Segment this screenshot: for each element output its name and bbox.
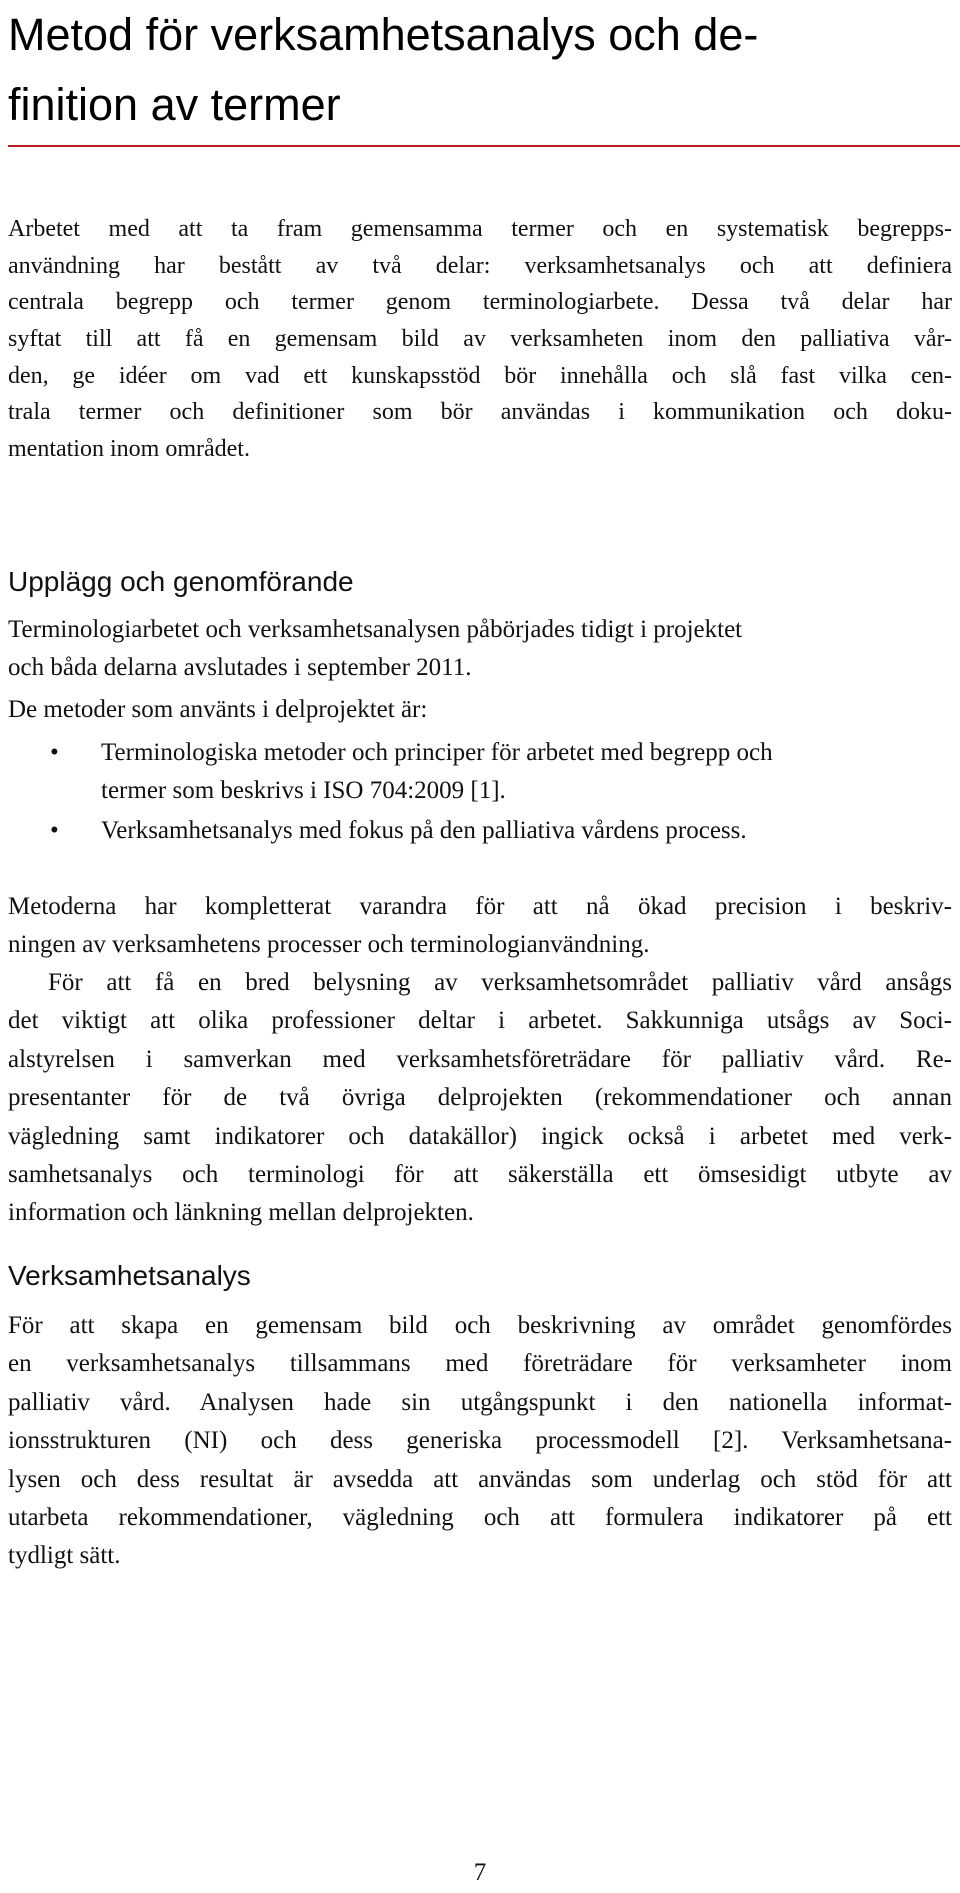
text-line: syftat till att få en gemensam bild av verksamheten inom den palliativa vår- (8, 326, 952, 353)
title-line: Metod för verksamhetsanalys och de- (8, 9, 759, 60)
text-line: det viktigt att olika professioner deltar i arbetet. Sakkunniga utsågs av Soci- (8, 1007, 952, 1035)
text-line: alstyrelsen i samverkan med verksamhetsföreträdare för palliativ vård. Re- (8, 1045, 952, 1073)
text-line: Verksamhetsanalys med fokus på den palliativa vårdens process. (101, 817, 747, 844)
text-line: Metoderna har kompletterat varandra för att nå ökad precision i beskriv- (8, 893, 952, 920)
intro-paragraph (8, 211, 952, 468)
text-line: den, ge idéer om vad ett kunskapsstöd bör innehålla och slå fast vilka cen- (8, 362, 952, 389)
section2-paragraph-1 (8, 1307, 952, 1576)
text-line: termer som beskrivs i ISO 704:2009 [1]. (101, 777, 506, 805)
text-line: trala termer och definitioner som bör användas i kommunikation och doku- (8, 399, 952, 426)
text-line: mentation inom området. (8, 436, 250, 463)
text-line: användning har bestått av två delar: verksamhetsanalys och att definiera (8, 252, 952, 279)
section1-paragraph-4 (8, 964, 952, 1233)
section-heading-verksamhetsanalys: Verksamhetsanalys (8, 1260, 251, 1291)
text-line: vägledning samt indikatorer och datakällor) ingick också i arbetet med verk- (8, 1122, 952, 1150)
text-line: Terminologiarbetet och verksamhetsanalysen påbörjades tidigt i projektet (8, 616, 743, 643)
title-line: finition av termer (8, 79, 341, 130)
text-line: samhetsanalys och terminologi för att säkerställa ett ömsesidigt utbyte av (8, 1160, 952, 1188)
title-divider (8, 145, 960, 147)
text-line: och båda delarna avslutades i september 2011. (8, 654, 472, 682)
text-line: Terminologiska metoder och principer för arbetet med begrepp och (101, 739, 773, 766)
text-line: centrala begrepp och termer genom terminologiarbete. Dessa två delar har (8, 289, 952, 316)
text-line: en verksamhetsanalys tillsammans med företrädare för verksamheter inom (8, 1350, 952, 1378)
section1-paragraph-1 (8, 611, 952, 688)
page-number: 7 (473, 1859, 487, 1886)
text-line: presentanter för de två övriga delprojekten (rekommendationer och annan (8, 1084, 952, 1112)
section1-paragraph-3 (8, 888, 952, 965)
page-title (8, 0, 948, 140)
list-item (8, 734, 952, 812)
list-item (8, 812, 952, 852)
bullet-icon: • (50, 739, 59, 766)
text-line: tydligt sätt. (8, 1542, 121, 1570)
section-heading-upplagg: Upplägg och genomförande (8, 566, 354, 597)
text-line: ningen av verksamhetens processer och terminologianvändning. (8, 931, 650, 959)
text-line: lysen och dess resultat är avsedda att användas som underlag och stöd för att (8, 1465, 952, 1493)
text-line: ionsstrukturen (NI) och dess generiska processmodell [2]. Verksamhetsana- (8, 1427, 952, 1455)
text-line: De metoder som använts i delprojektet är: (8, 696, 428, 723)
text-line: För att få en bred belysning av verksamhetsområdet palliativ vård ansågs (48, 969, 952, 996)
text-line: utarbeta rekommendationer, vägledning och att formulera indikatorer på ett (8, 1503, 952, 1531)
text-line: För att skapa en gemensam bild och beskrivning av området genomfördes (8, 1312, 952, 1339)
text-line: palliativ vård. Analysen hade sin utgångspunkt i den nationella informat- (8, 1388, 952, 1416)
text-line: information och länkning mellan delprojekten. (8, 1199, 474, 1227)
section1-paragraph-2 (8, 691, 952, 729)
bullet-icon: • (50, 817, 59, 844)
text-line: Arbetet med att ta fram gemensamma termer och en systematisk begrepps- (8, 216, 952, 242)
